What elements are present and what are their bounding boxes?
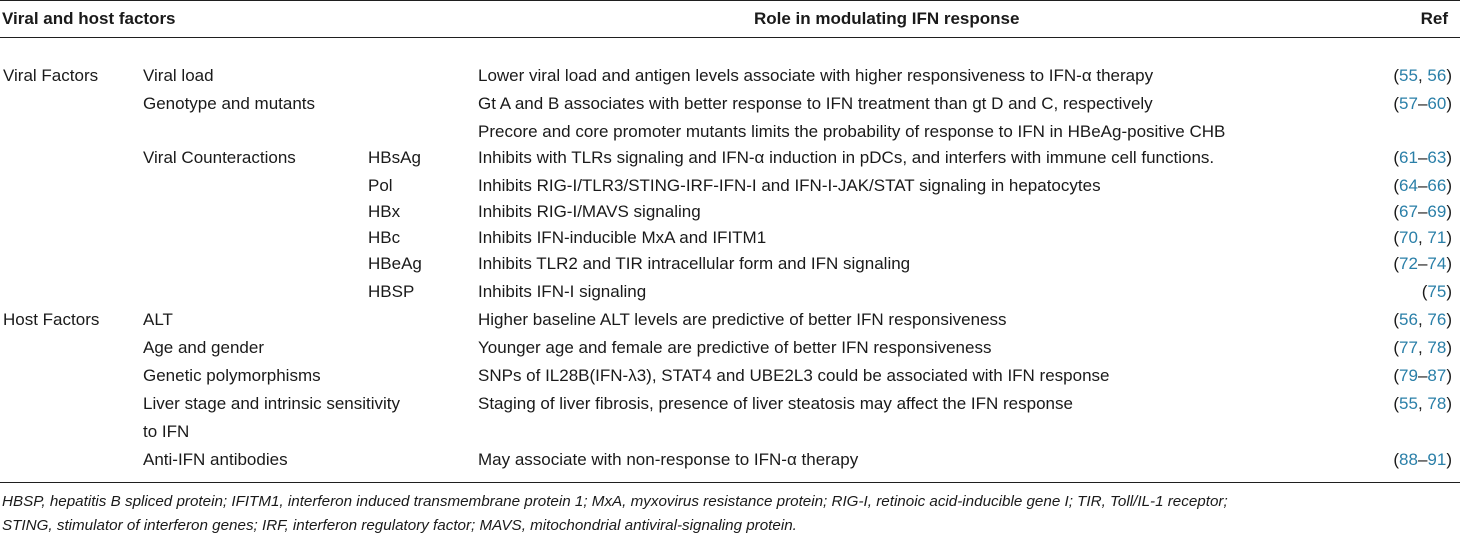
reference-cell <box>1393 338 1452 358</box>
reference-link[interactable]: 76 <box>1427 310 1447 329</box>
role-text: Inhibits TLR2 and TIR intracellular form and IFN signaling <box>478 254 911 273</box>
factor-name-line: Genetic polymorphisms <box>143 366 321 385</box>
header-factors: Viral and host factors <box>2 9 176 28</box>
role-text: Inhibits IFN-inducible MxA and IFITM1 <box>478 228 767 247</box>
factor-subtype: HBc <box>368 228 401 247</box>
reference-cell <box>1422 282 1452 302</box>
ref-separator: , <box>1417 66 1428 85</box>
reference-cell <box>1393 176 1452 196</box>
reference-cell <box>1393 202 1452 222</box>
role-text: Inhibits with TLRs signaling and IFN-α induction in pDCs, and interfers with immune cell functions. <box>478 148 1215 167</box>
reference-link[interactable]: 70 <box>1399 228 1418 247</box>
reference-cell <box>1393 366 1452 386</box>
reference-link[interactable]: 78 <box>1427 338 1447 357</box>
role-text: Inhibits IFN-I signaling <box>478 282 647 301</box>
reference-cell <box>1393 310 1452 330</box>
ref-separator: – <box>1417 254 1428 273</box>
ref-separator: – <box>1417 148 1428 167</box>
reference-cell <box>1393 94 1452 114</box>
role-text: Staging of liver fibrosis, presence of liver steatosis may affect the IFN response <box>478 394 1073 413</box>
ref-close-paren: ) <box>1446 394 1452 413</box>
ref-open-paren: ( <box>1393 338 1400 357</box>
reference-link[interactable]: 55 <box>1399 394 1418 413</box>
factor-subtype: HBSP <box>368 282 415 301</box>
ref-separator: – <box>1417 94 1428 113</box>
footnote-line-1: HBSP, hepatitis B spliced protein; IFITM1, interferon induced transmembrane protein 1; MxA, myxovirus resistance protein; RIG-I, retinoic acid-inducible gene I; TIR, Toll/IL-1 receptor; <box>2 493 1228 510</box>
factor-name <box>143 310 463 330</box>
reference-link[interactable]: 63 <box>1427 148 1447 167</box>
ref-separator: – <box>1417 450 1428 469</box>
reference-link[interactable]: 57 <box>1399 94 1418 113</box>
reference-link[interactable]: 91 <box>1427 450 1447 469</box>
factor-name <box>143 366 463 386</box>
ref-close-paren: ) <box>1446 338 1452 357</box>
ref-open-paren: ( <box>1393 394 1400 413</box>
factor-name-line: Viral Counteractions <box>143 148 296 167</box>
role-text: Gt A and B associates with better response to IFN treatment than gt D and C, respectively <box>478 94 1153 113</box>
reference-link[interactable]: 78 <box>1427 394 1447 413</box>
reference-link[interactable]: 77 <box>1399 338 1418 357</box>
reference-link[interactable]: 72 <box>1399 254 1418 273</box>
reference-link[interactable]: 88 <box>1399 450 1418 469</box>
ref-separator: – <box>1417 366 1428 385</box>
factor-name <box>143 450 463 470</box>
reference-cell <box>1393 394 1452 414</box>
reference-cell <box>1393 254 1452 274</box>
factor-subtype: Pol <box>368 176 393 195</box>
reference-cell <box>1393 66 1452 86</box>
ref-open-paren: ( <box>1393 176 1400 195</box>
factor-name-line: Anti-IFN antibodies <box>143 450 288 469</box>
reference-link[interactable]: 56 <box>1427 66 1447 85</box>
ref-open-paren: ( <box>1393 66 1400 85</box>
role-text: Inhibits RIG-I/MAVS signaling <box>478 202 701 221</box>
ref-close-paren: ) <box>1446 148 1452 167</box>
ref-close-paren: ) <box>1446 450 1452 469</box>
reference-link[interactable]: 61 <box>1399 148 1418 167</box>
factor-subtype: HBsAg <box>368 148 421 167</box>
factor-name <box>143 94 463 114</box>
ref-open-paren: ( <box>1393 148 1400 167</box>
ref-close-paren: ) <box>1446 202 1452 221</box>
ref-open-paren: ( <box>1393 310 1400 329</box>
factor-group: Viral Factors <box>3 66 99 85</box>
ref-open-paren: ( <box>1393 202 1400 221</box>
reference-link[interactable]: 64 <box>1399 176 1418 195</box>
header-rule <box>0 37 1460 38</box>
ref-separator: – <box>1417 176 1428 195</box>
role-text: Precore and core promoter mutants limits the probability of response to IFN in HBeAg-positive CHB <box>478 122 1226 141</box>
reference-link[interactable]: 69 <box>1427 202 1447 221</box>
ref-separator: , <box>1417 228 1428 247</box>
factor-name <box>143 66 463 86</box>
factor-name-line: to IFN <box>143 422 190 441</box>
role-text: Lower viral load and antigen levels associate with higher responsiveness to IFN-α therapy <box>478 66 1154 85</box>
ref-open-paren: ( <box>1393 366 1400 385</box>
role-text: Higher baseline ALT levels are predictive of better IFN responsiveness <box>478 310 1007 329</box>
reference-cell <box>1393 450 1452 470</box>
factor-name-line: ALT <box>143 310 173 329</box>
ref-close-paren: ) <box>1446 254 1452 273</box>
reference-link[interactable]: 74 <box>1427 254 1447 273</box>
reference-link[interactable]: 60 <box>1427 94 1447 113</box>
footnote-line-2: STING, stimulator of interferon genes; IRF, interferon regulatory factor; MAVS, mitochondrial antiviral-signaling protein. <box>2 517 797 534</box>
ref-open-paren: ( <box>1393 254 1400 273</box>
reference-link[interactable]: 75 <box>1427 282 1447 301</box>
factor-name-line: Age and gender <box>143 338 264 357</box>
ref-open-paren: ( <box>1421 282 1428 301</box>
ref-open-paren: ( <box>1393 450 1400 469</box>
reference-link[interactable]: 87 <box>1427 366 1447 385</box>
ref-close-paren: ) <box>1446 228 1452 247</box>
reference-link[interactable]: 71 <box>1427 228 1447 247</box>
ref-close-paren: ) <box>1446 310 1452 329</box>
ref-separator: , <box>1417 394 1428 413</box>
header-ref: Ref <box>1420 9 1448 28</box>
reference-cell <box>1393 148 1452 168</box>
ref-separator: , <box>1417 338 1428 357</box>
reference-link[interactable]: 79 <box>1399 366 1418 385</box>
role-text: Inhibits RIG-I/TLR3/STING-IRF-IFN-I and IFN-I-JAK/STAT signaling in hepatocytes <box>478 176 1101 195</box>
factor-group: Host Factors <box>3 310 100 329</box>
reference-link[interactable]: 55 <box>1399 66 1418 85</box>
table-footnote <box>2 490 1452 538</box>
factor-name-line: Genotype and mutants <box>143 94 316 113</box>
ref-open-paren: ( <box>1393 228 1400 247</box>
ref-close-paren: ) <box>1446 94 1452 113</box>
factor-subtype: HBeAg <box>368 254 422 273</box>
ref-close-paren: ) <box>1446 176 1452 195</box>
factor-subtype: HBx <box>368 202 401 221</box>
ref-separator: – <box>1417 202 1428 221</box>
bottom-rule <box>0 482 1460 483</box>
reference-link[interactable]: 66 <box>1427 176 1447 195</box>
role-text: Younger age and female are predictive of better IFN responsiveness <box>478 338 992 357</box>
role-text: May associate with non-response to IFN-α therapy <box>478 450 859 469</box>
factor-name <box>143 338 463 358</box>
header-role: Role in modulating IFN response <box>754 9 1020 28</box>
ref-close-paren: ) <box>1446 66 1452 85</box>
reference-cell <box>1393 228 1452 248</box>
ref-close-paren: ) <box>1446 366 1452 385</box>
ref-separator: , <box>1417 310 1428 329</box>
ref-close-paren: ) <box>1446 282 1452 301</box>
ref-open-paren: ( <box>1393 94 1400 113</box>
factor-name <box>143 394 463 442</box>
table-header <box>0 0 1460 37</box>
factor-name-line: Liver stage and intrinsic sensitivity <box>143 394 401 413</box>
reference-link[interactable]: 56 <box>1399 310 1418 329</box>
role-text: SNPs of IL28B(IFN-λ3), STAT4 and UBE2L3 could be associated with IFN response <box>478 366 1110 385</box>
factor-name-line: Viral load <box>143 66 214 85</box>
reference-link[interactable]: 67 <box>1399 202 1418 221</box>
